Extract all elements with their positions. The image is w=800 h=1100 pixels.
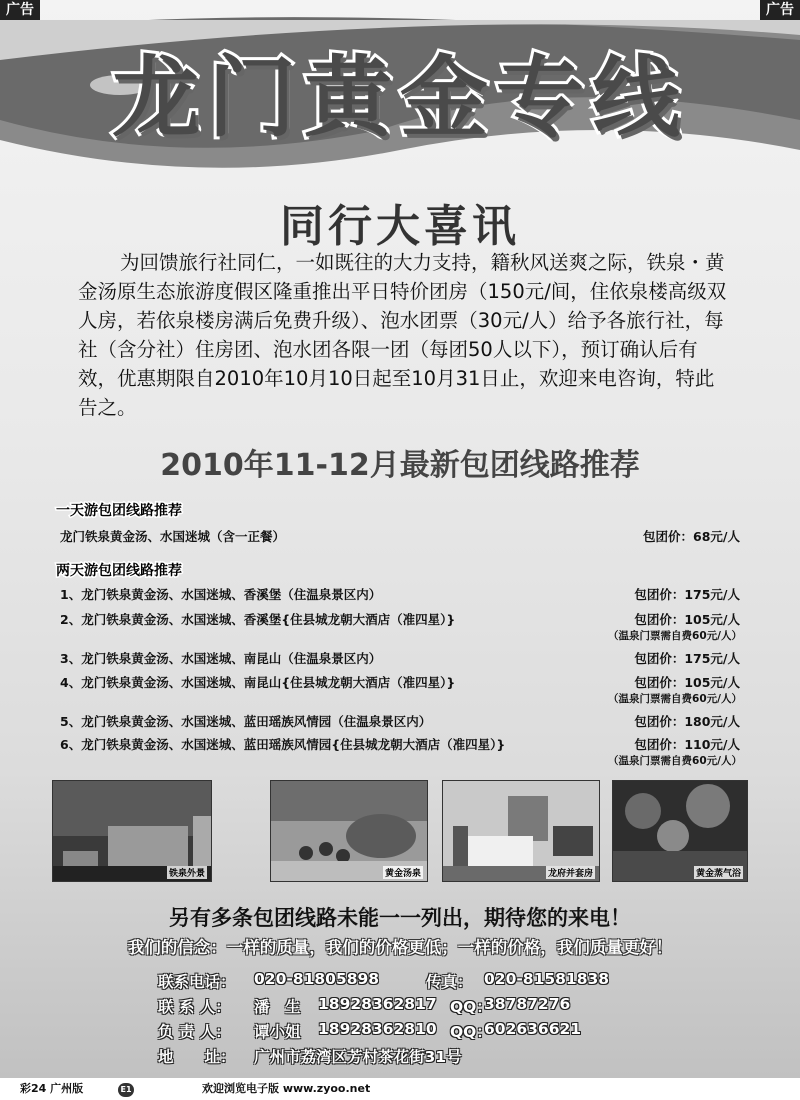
edition-badge-icon — [118, 1078, 138, 1100]
address-label: 地 址： — [158, 1048, 236, 1066]
two-day-section-title: 两天游包团线路推荐 — [56, 563, 182, 579]
page-footer — [0, 1078, 800, 1100]
route-name: 6、龙门铁泉黄金汤、水国迷城、蓝田瑶族风情园{住县城龙朝大酒店（准四星）} — [60, 737, 506, 752]
phone-number: 020-81805898 — [254, 970, 380, 988]
route-name: 5、龙门铁泉黄金汤、水国迷城、蓝田瑶族风情园（住温泉景区内） — [60, 714, 432, 729]
route-price: 包团价：68元/人 — [643, 529, 740, 544]
photo-hotspring — [270, 780, 428, 882]
manager-qq-label: QQ： — [450, 1023, 492, 1041]
manager-label: 负 责 人： — [158, 1023, 231, 1041]
photo-caption: 龙府并套房 — [546, 866, 595, 879]
photo-exterior — [52, 780, 212, 882]
footer-page-label: 彩24 广州版 — [20, 1082, 84, 1095]
fax-label: 传真： — [426, 973, 473, 991]
photo-caption: 黄金蒸气浴 — [694, 866, 743, 879]
contact-name: 潘 生 — [254, 998, 301, 1016]
photo-steam — [612, 780, 748, 882]
ad-label-right: 广告 — [760, 0, 800, 20]
contact-mobile: 18928362817 — [318, 995, 437, 1013]
route-price: 包团价：175元/人 — [634, 587, 740, 602]
contact-row-address — [158, 1045, 658, 1067]
route-name: 龙门铁泉黄金汤、水国迷城（含一正餐） — [60, 529, 286, 544]
manager-name: 谭小姐 — [254, 1023, 301, 1041]
photo-caption: 铁泉外景 — [167, 866, 207, 879]
tagline-more-routes: 另有多条包团线路未能一一列出，期待您的来电！ — [169, 906, 631, 930]
route-note: （温泉门票需自费60元/人） — [608, 755, 742, 767]
headline: 同行大喜讯 — [280, 201, 520, 252]
route-row — [60, 649, 740, 669]
contact-qq: 38787276 — [484, 995, 571, 1013]
route-price: 包团价：110元/人 — [634, 737, 740, 752]
route-row — [60, 712, 740, 732]
photo-caption: 黄金汤泉 — [383, 866, 423, 879]
photo-strip — [52, 780, 748, 880]
route-row — [60, 585, 740, 605]
route-name: 3、龙门铁泉黄金汤、水国迷城、南昆山（住温泉景区内） — [60, 651, 382, 666]
photo-suite — [442, 780, 600, 882]
phone-label: 联系电话： — [158, 973, 236, 991]
contact-label: 联 系 人： — [158, 998, 231, 1016]
contact-row-phone — [158, 970, 658, 992]
route-row — [60, 527, 740, 547]
footer-website-text: 欢迎浏览电子版 www.zyoo.net — [202, 1082, 371, 1095]
route-row — [60, 673, 740, 693]
route-price: 包团价：175元/人 — [634, 651, 740, 666]
contact-row-manager — [158, 1020, 658, 1042]
route-note: （温泉门票需自费60元/人） — [608, 693, 742, 705]
route-name: 1、龙门铁泉黄金汤、水国迷城、香溪堡（住温泉景区内） — [60, 587, 382, 602]
route-note: （温泉门票需自费60元/人） — [608, 630, 742, 642]
route-price: 包团价：180元/人 — [634, 714, 740, 729]
contact-row-person — [158, 995, 658, 1017]
contact-qq-label: QQ： — [450, 998, 492, 1016]
announcement-text: 为回馈旅行社同仁，一如既往的大力支持，籍秋风送爽之际，铁泉・黄金汤原生态旅游度假区隆重推出平日特价团房（150元/间，住依泉楼高级双人房，若依泉楼房满后免费升级）、泡水团票（30元/人）给予各旅行社，每社（含分社）住房团、泡水团各限一团（每团50人以下），预订确认后有效，优惠期限自2010年10月10日起至10月31日止，欢迎来电咨询，特此告之。 — [78, 251, 727, 419]
route-price: 包团价：105元/人 — [634, 612, 740, 627]
address-text: 广州市荔湾区芳村茶花街31号 — [254, 1048, 462, 1066]
route-price: 包团价：105元/人 — [634, 675, 740, 690]
ad-title: 龙门黄金专线 — [111, 46, 688, 149]
fax-number: 020-81581838 — [484, 970, 610, 988]
route-name: 2、龙门铁泉黄金汤、水国迷城、香溪堡{住县城龙朝大酒店（准四星）} — [60, 612, 456, 627]
manager-mobile: 18928362810 — [318, 1020, 437, 1038]
route-name: 4、龙门铁泉黄金汤、水国迷城、南昆山{住县城龙朝大酒店（准四星）} — [60, 675, 456, 690]
manager-qq: 602636621 — [484, 1020, 582, 1038]
ad-label-left: 广告 — [0, 0, 40, 20]
route-row — [60, 610, 740, 630]
routes-heading: 2010年11-12月最新包团线路推荐 — [160, 448, 640, 483]
one-day-section-title: 一天游包团线路推荐 — [56, 503, 182, 519]
badge-text: E1 — [118, 1083, 134, 1097]
tagline-belief: 我们的信念：一样的质量，我们的价格更低；一样的价格，我们质量更好！ — [127, 938, 673, 957]
route-row — [60, 735, 740, 755]
